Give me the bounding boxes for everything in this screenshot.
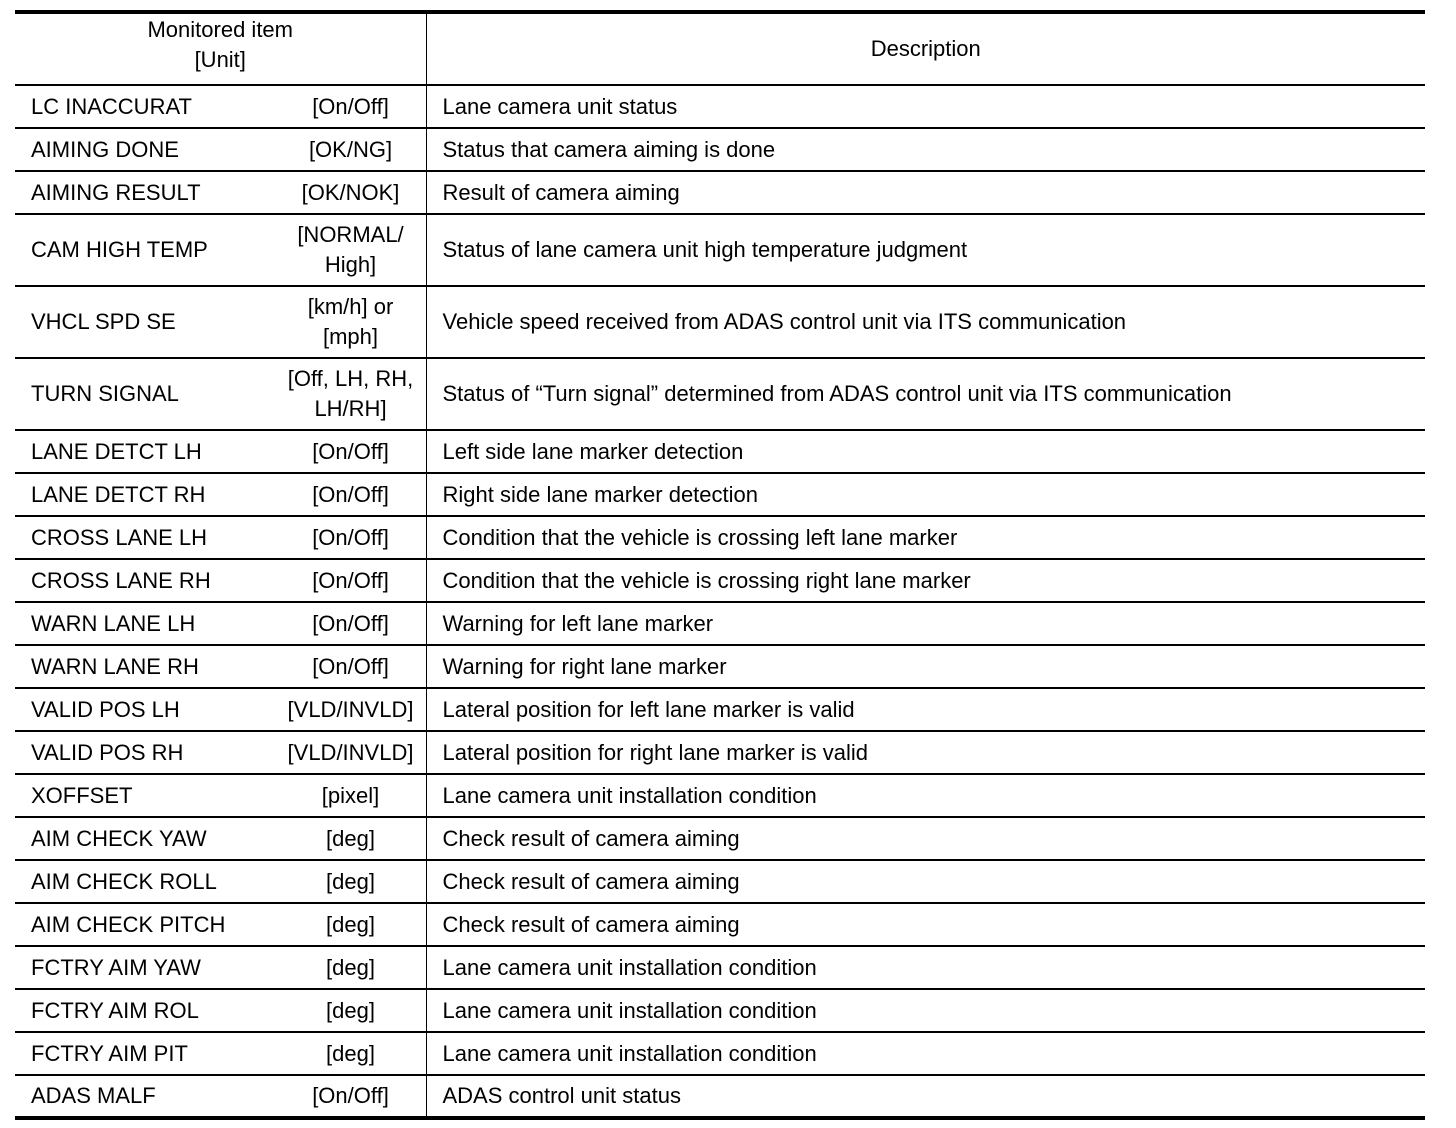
description-text: Left side lane marker detection	[442, 438, 744, 464]
table-row	[15, 774, 1425, 817]
monitored-item-cell	[15, 774, 426, 817]
monitored-item-unit: [On/Off]	[312, 438, 389, 464]
monitored-item-unit: [On/Off]	[312, 481, 389, 507]
monitored-item-cell	[15, 946, 426, 989]
description-text: Warning for right lane marker	[442, 653, 727, 679]
monitored-item-cell	[15, 1075, 426, 1118]
description-cell	[426, 516, 1425, 559]
table-row	[15, 602, 1425, 645]
monitored-item-name: CROSS LANE RH	[31, 567, 211, 593]
description-cell	[426, 473, 1425, 516]
monitored-item-cell	[15, 1032, 426, 1075]
description-text: ADAS control unit status	[442, 1083, 681, 1108]
monitored-item-cell	[15, 286, 426, 358]
description-cell	[426, 1075, 1425, 1118]
monitored-item-cell	[15, 860, 426, 903]
description-text: Status that camera aiming is done	[442, 136, 776, 162]
description-text: Lateral position for left lane marker is valid	[442, 696, 855, 722]
table-row	[15, 946, 1425, 989]
monitor-item-table	[15, 10, 1425, 1120]
monitored-item-cell	[15, 516, 426, 559]
monitored-item-unit: [deg]	[326, 954, 375, 980]
monitored-item-name: LANE DETCT LH	[31, 438, 202, 464]
monitored-item-cell	[15, 128, 426, 171]
description-text: Lane camera unit installation condition	[442, 997, 817, 1023]
description-cell	[426, 1032, 1425, 1075]
description-cell	[426, 430, 1425, 473]
monitored-item-cell	[15, 559, 426, 602]
table-row	[15, 989, 1425, 1032]
monitored-item-name: AIMING DONE	[31, 136, 179, 162]
header-description	[426, 12, 1425, 85]
description-cell	[426, 85, 1425, 128]
monitored-item-name: VALID POS LH	[31, 696, 180, 722]
table-body	[15, 85, 1425, 1118]
monitored-item-unit: [deg]	[326, 911, 375, 937]
monitored-item-unit: [On/Off]	[312, 653, 389, 679]
description-text: Check result of camera aiming	[442, 911, 740, 937]
monitored-item-cell	[15, 731, 426, 774]
monitored-item-unit: [deg]	[326, 868, 375, 894]
description-cell	[426, 128, 1425, 171]
monitored-item-name: FCTRY AIM YAW	[31, 954, 201, 980]
table-row	[15, 516, 1425, 559]
header-unit-label: [Unit]	[194, 47, 246, 72]
description-text: Lateral position for right lane marker is valid	[442, 739, 869, 765]
description-cell	[426, 774, 1425, 817]
table-row	[15, 286, 1425, 358]
description-cell	[426, 286, 1425, 358]
monitored-item-cell	[15, 817, 426, 860]
description-text: Right side lane marker detection	[442, 481, 758, 507]
monitored-item-unit: [deg]	[326, 1040, 375, 1066]
description-text: Lane camera unit installation condition	[442, 1040, 817, 1066]
monitored-item-unit: [deg]	[326, 997, 375, 1023]
description-cell	[426, 602, 1425, 645]
header-row	[15, 12, 1425, 85]
description-cell	[426, 817, 1425, 860]
monitored-item-unit: [OK/NG]	[308, 136, 393, 162]
description-text: Lane camera unit status	[442, 93, 678, 119]
description-cell	[426, 214, 1425, 286]
monitored-item-cell	[15, 85, 426, 128]
monitored-item-name: XOFFSET	[31, 782, 133, 808]
monitored-item-cell	[15, 903, 426, 946]
description-cell	[426, 903, 1425, 946]
table-row	[15, 1075, 1425, 1118]
monitored-item-unit: [On/Off]	[312, 93, 389, 119]
description-cell	[426, 645, 1425, 688]
table-row	[15, 171, 1425, 214]
monitored-item-name: AIMING RESULT	[31, 179, 201, 205]
monitored-item-name: FCTRY AIM ROL	[31, 997, 199, 1023]
monitored-item-unit: [On/Off]	[312, 610, 389, 636]
table-row	[15, 731, 1425, 774]
description-text: Lane camera unit installation condition	[442, 782, 817, 808]
header-item-label: Monitored item	[147, 17, 293, 42]
monitored-item-name: AIM CHECK ROLL	[31, 868, 217, 894]
monitored-item-cell	[15, 358, 426, 430]
description-text: Result of camera aiming	[442, 179, 680, 205]
description-text: Check result of camera aiming	[442, 825, 740, 851]
monitored-item-cell	[15, 688, 426, 731]
header-monitored-item	[15, 12, 426, 85]
table-row	[15, 645, 1425, 688]
monitored-item-cell	[15, 989, 426, 1032]
table-row	[15, 688, 1425, 731]
monitored-item-unit: [pixel]	[321, 782, 380, 808]
description-text: Condition that the vehicle is crossing left lane marker	[442, 524, 958, 550]
description-cell	[426, 688, 1425, 731]
monitored-item-cell	[15, 645, 426, 688]
monitored-item-name: CROSS LANE LH	[31, 524, 208, 550]
monitored-item-unit: [OK/NOK]	[301, 179, 400, 205]
monitored-item-unit: [VLD/INVLD]	[287, 696, 414, 722]
monitored-item-unit: [VLD/INVLD]	[287, 739, 414, 765]
monitored-item-name: LANE DETCT RH	[31, 481, 206, 507]
table-row	[15, 1032, 1425, 1075]
description-cell	[426, 358, 1425, 430]
monitored-item-name: VALID POS RH	[31, 739, 184, 765]
description-cell	[426, 171, 1425, 214]
monitored-item-name: AIM CHECK PITCH	[31, 911, 226, 937]
table-row	[15, 430, 1425, 473]
header-description-label: Description	[870, 36, 981, 61]
description-text: Status of lane camera unit high temperature judgment	[442, 237, 968, 262]
description-cell	[426, 989, 1425, 1032]
description-cell	[426, 731, 1425, 774]
monitored-item-unit: [Off, LH, RH, LH/RH]	[287, 366, 414, 421]
monitored-item-cell	[15, 171, 426, 214]
description-text: Condition that the vehicle is crossing right lane marker	[442, 567, 971, 593]
monitored-item-name: VHCL SPD SE	[31, 309, 176, 334]
monitored-item-unit: [deg]	[326, 825, 375, 851]
table-row	[15, 817, 1425, 860]
table-row	[15, 85, 1425, 128]
description-cell	[426, 860, 1425, 903]
monitored-item-unit: [On/Off]	[312, 567, 389, 593]
table-row	[15, 358, 1425, 430]
monitored-item-unit: [On/Off]	[312, 524, 389, 550]
monitored-item-unit: [km/h] or [mph]	[307, 294, 394, 349]
table-row	[15, 473, 1425, 516]
table-row	[15, 903, 1425, 946]
description-cell	[426, 946, 1425, 989]
table-row	[15, 128, 1425, 171]
monitored-item-cell	[15, 602, 426, 645]
description-text: Status of “Turn signal” determined from ADAS control unit via ITS communication	[442, 381, 1232, 406]
description-text: Check result of camera aiming	[442, 868, 740, 894]
monitored-item-cell	[15, 214, 426, 286]
table-row	[15, 860, 1425, 903]
monitored-item-name: WARN LANE RH	[31, 653, 199, 679]
monitored-item-name: CAM HIGH TEMP	[31, 237, 208, 262]
description-text: Warning for left lane marker	[442, 610, 714, 636]
monitored-item-name: TURN SIGNAL	[31, 381, 179, 406]
description-cell	[426, 559, 1425, 602]
monitored-item-name: FCTRY AIM PIT	[31, 1040, 188, 1066]
table-row	[15, 214, 1425, 286]
monitored-item-cell	[15, 473, 426, 516]
monitor-item-table-container	[15, 10, 1425, 1120]
monitored-item-unit: [On/Off]	[312, 1083, 389, 1108]
monitored-item-name: LC INACCURAT	[31, 93, 192, 119]
table-row	[15, 559, 1425, 602]
monitored-item-cell	[15, 430, 426, 473]
table-header	[15, 12, 1425, 85]
monitored-item-name: ADAS MALF	[31, 1083, 156, 1108]
monitored-item-unit: [NORMAL/ High]	[297, 222, 404, 277]
description-text: Vehicle speed received from ADAS control unit via ITS communication	[442, 309, 1127, 334]
monitored-item-name: AIM CHECK YAW	[31, 825, 207, 851]
monitored-item-name: WARN LANE LH	[31, 610, 196, 636]
description-text: Lane camera unit installation condition	[442, 954, 817, 980]
